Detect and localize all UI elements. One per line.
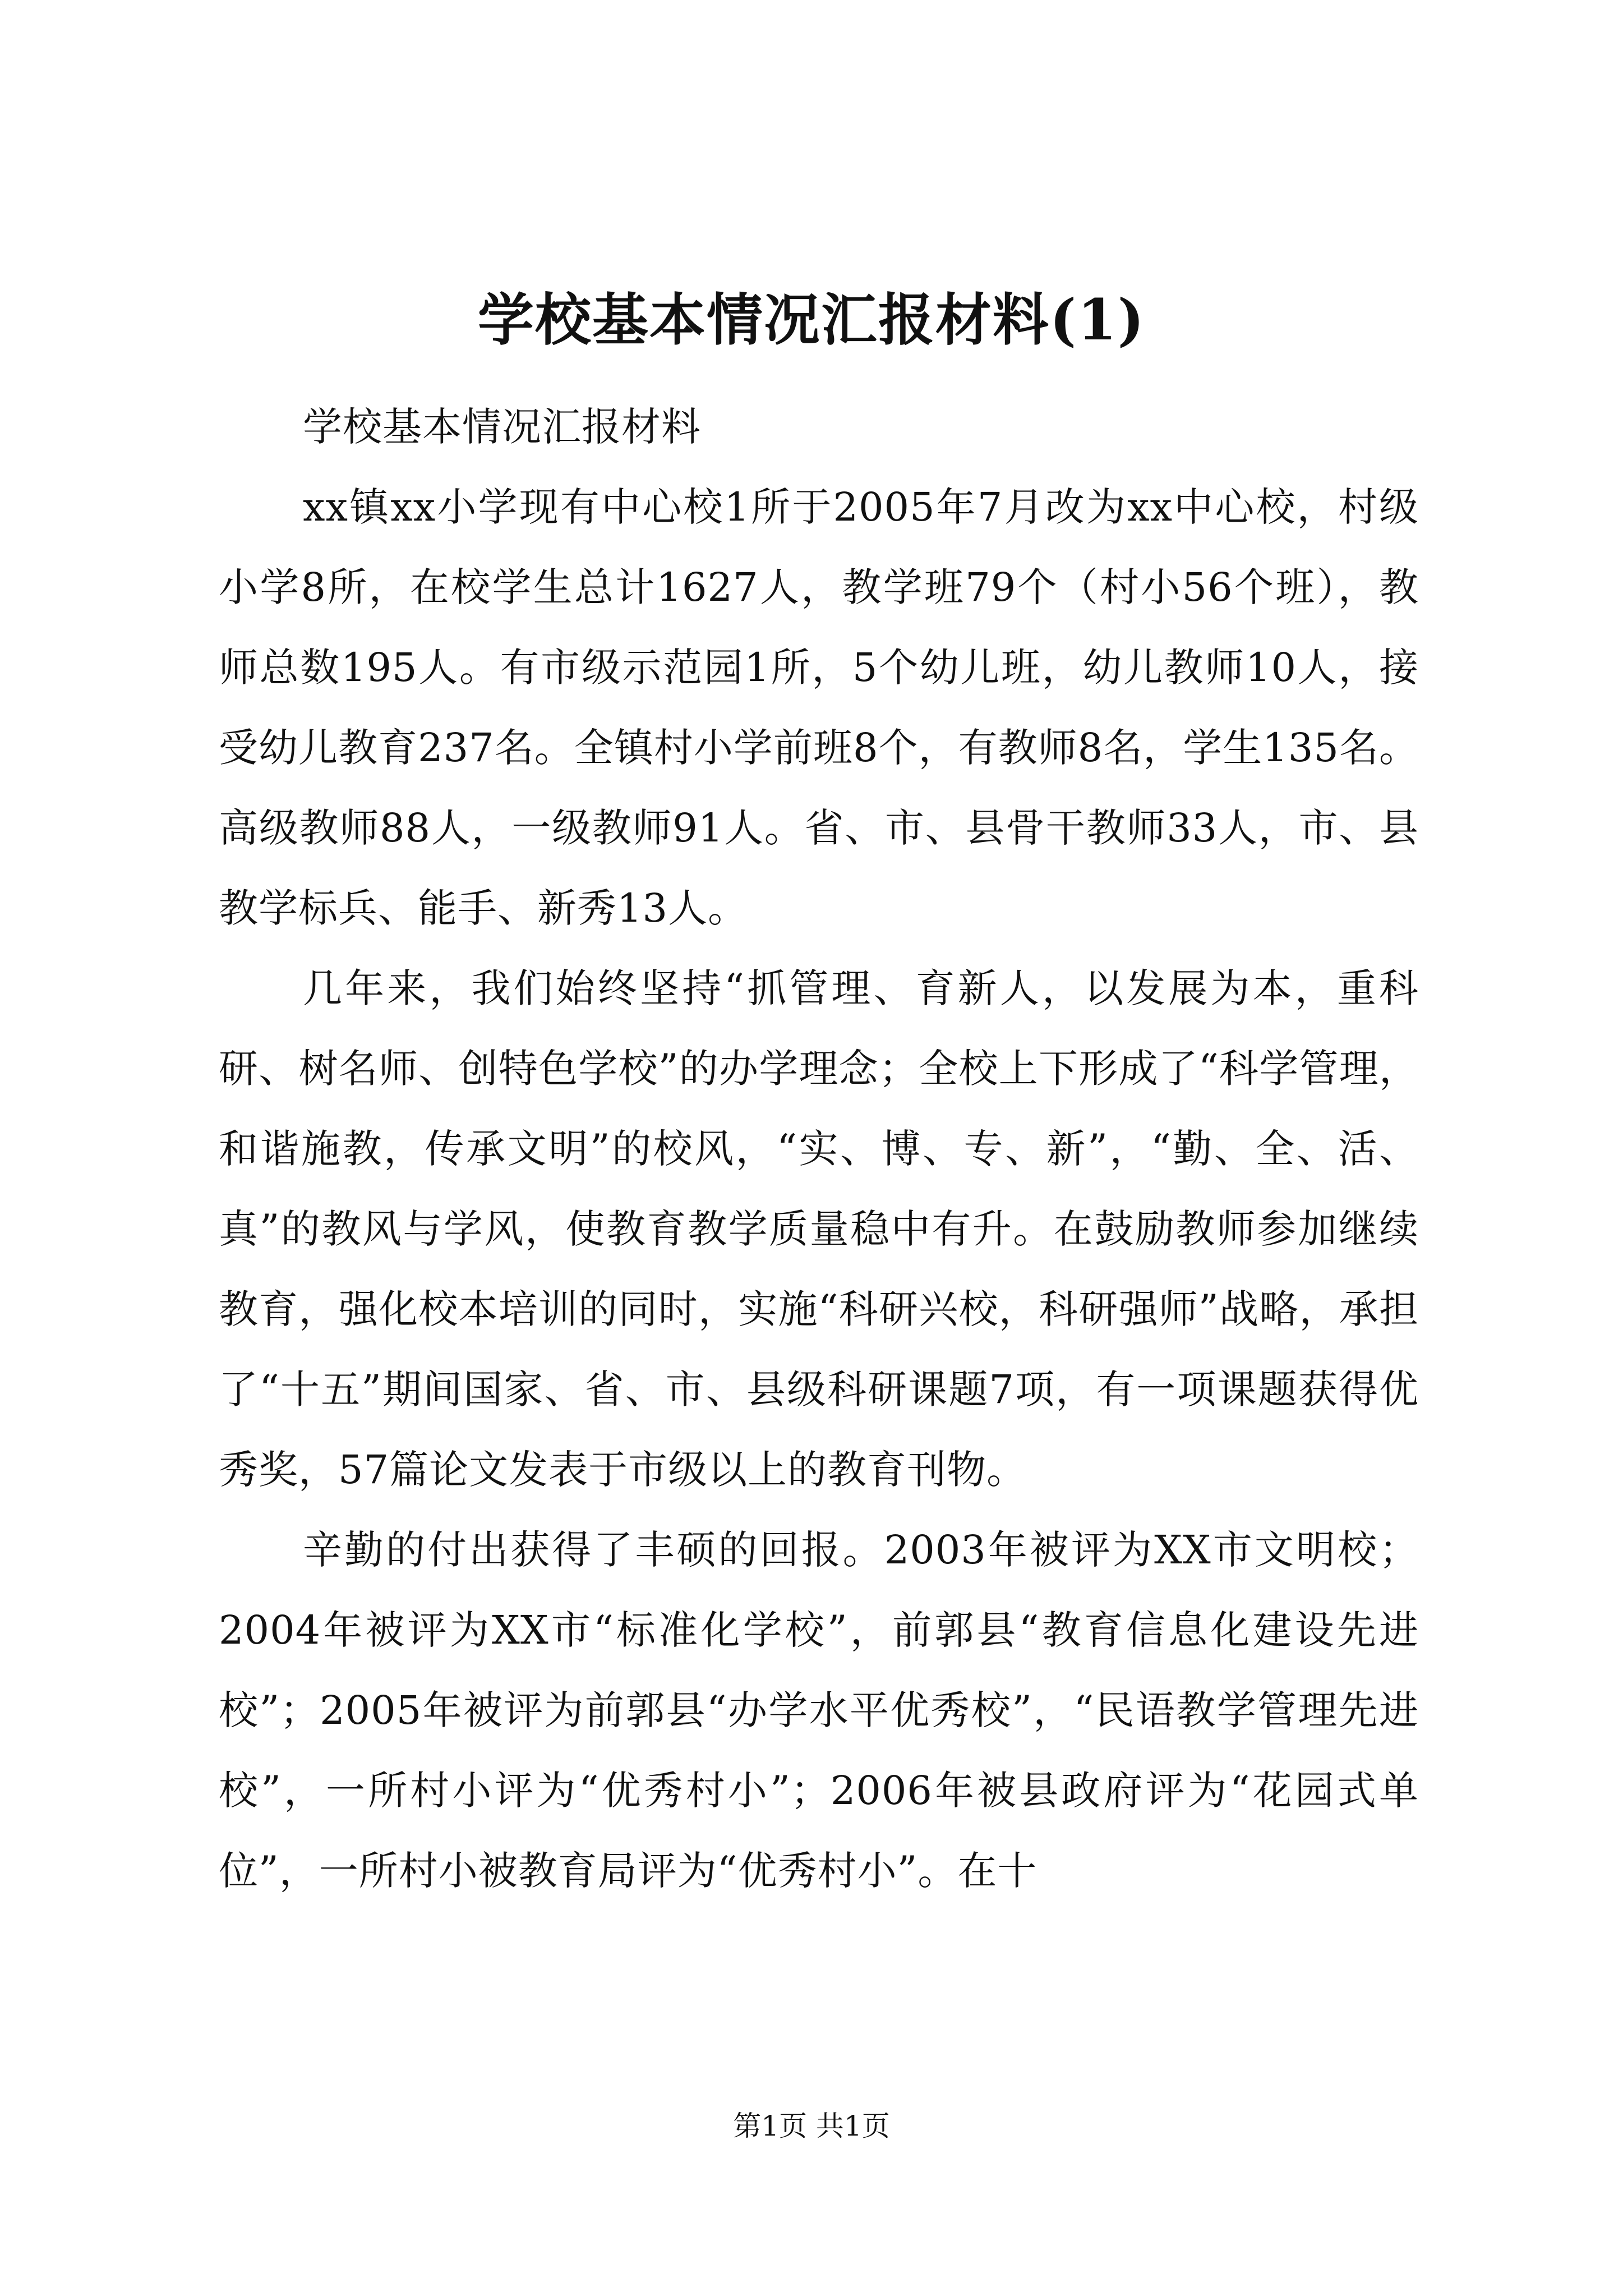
document-title: 学校基本情况汇报材料(1) [477, 287, 1146, 353]
paragraph-subtitle: 学校基本情况汇报材料 [303, 404, 701, 450]
paragraph-philosophy: 几年来，我们始终坚持“抓管理、育新人，以发展为本，重科研、树名师、创特色学校”的办学理念；全校上下形成了“科学管理，和谐施教，传承文明”的校风，“实、博、专、新”，“勤、全、活、真”的教风与学风，使教育教学质量稳中有升。在鼓励教师参加继续教育，强化校本培训的同时，实施“科研兴校，科研强师”战略，承担了“十五”期间国家、省、市、县级科研课题7项，有一项课题获得优秀奖，57篇论文发表于市级以上的教育刊物。 [219, 965, 1419, 1493]
page-footer: 第1页 共1页 [733, 2110, 890, 2142]
document-body [219, 387, 1419, 1911]
paragraph-basic-info: xx镇xx小学现有中心校1所于2005年7月改为xx中心校，村级小学8所，在校学生总计1627人，教学班79个（村小56个班），教师总数195人。有市级示范园1所，5个幼儿班，幼儿教师10人，接受幼儿教育237名。全镇村小学前班8个，有教师8名，学生135名。高级教师88人，一级教师91人。省、市、县骨干教师33人，市、县教学标兵、能手、新秀13人。 [219, 484, 1419, 931]
paragraph-achievements: 辛勤的付出获得了丰硕的回报。2003年被评为XX市文明校；2004年被评为XX市“标准化学校”，前郭县“教育信息化建设先进校”；2005年被评为前郭县“办学水平优秀校”，“民语教学管理先进校”，一所村小评为“优秀村小”；2006年被县政府评为“花园式单位”，一所村小被教育局评为“优秀村小”。在十 [219, 1527, 1419, 1894]
